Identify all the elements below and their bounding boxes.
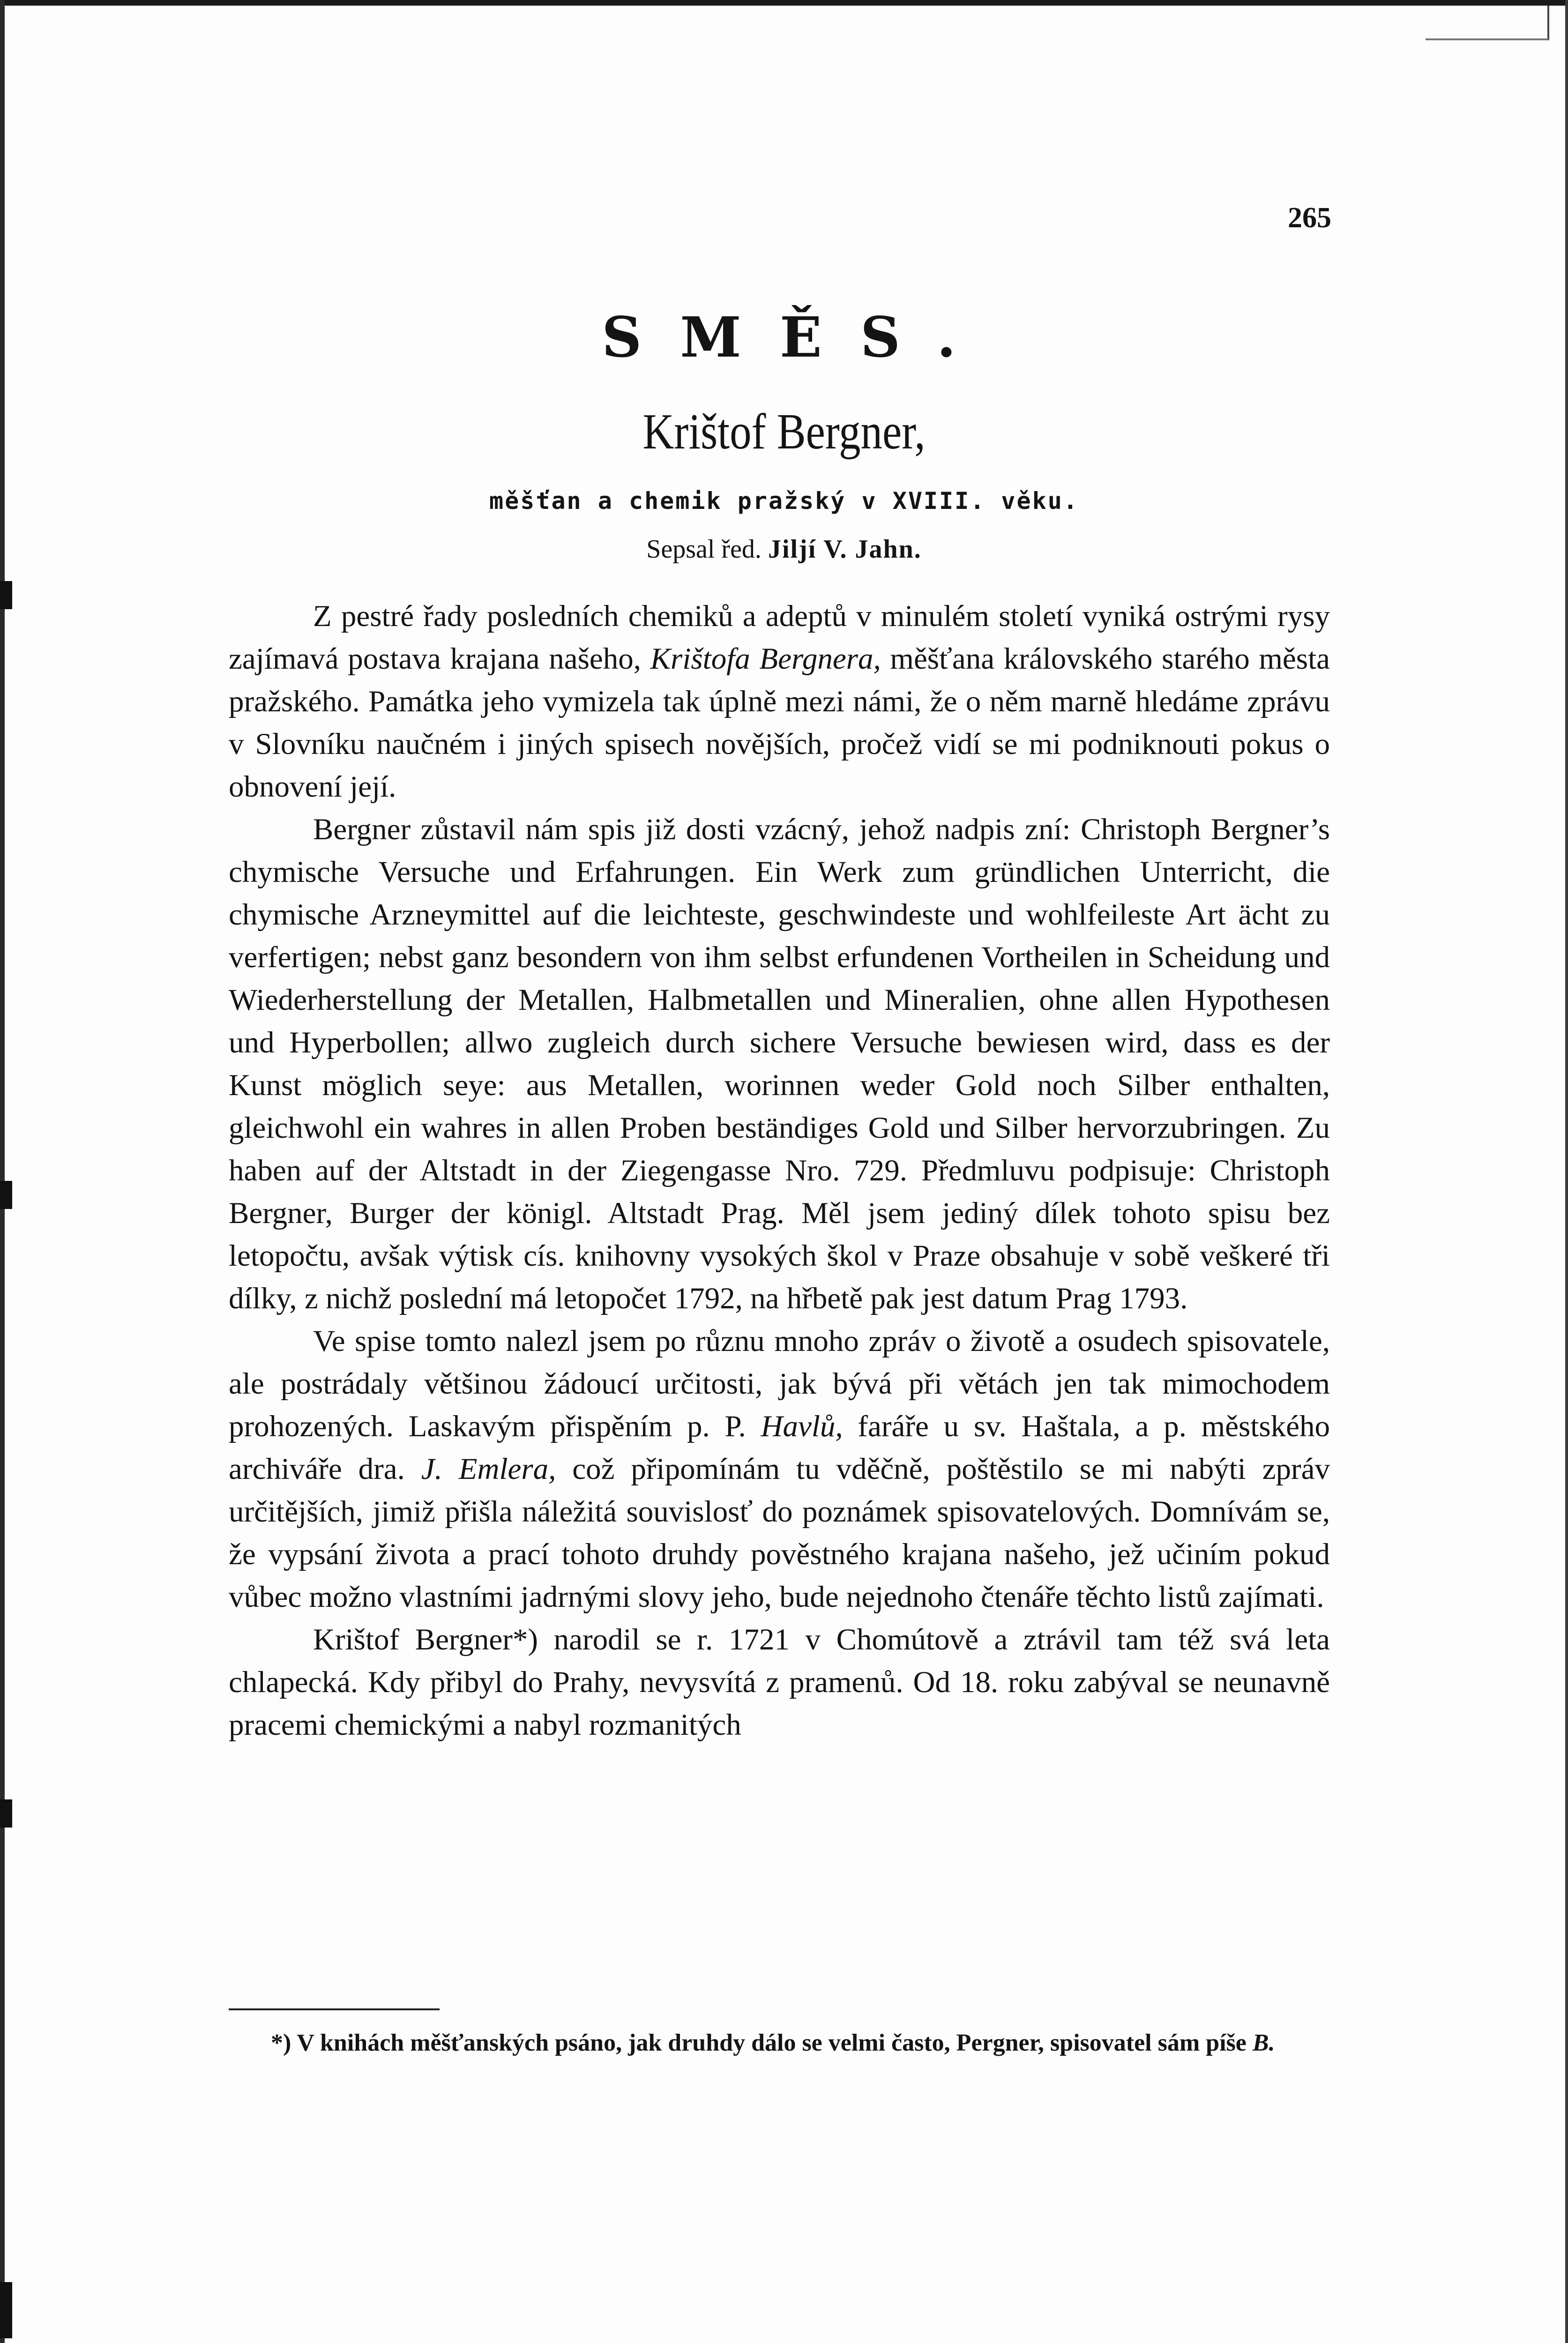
person-name: Krištofa Bergnera, [650, 642, 881, 676]
scan-edge-top [0, 0, 1568, 6]
page-number: 265 [1288, 202, 1331, 234]
scan-edge-mark [0, 581, 12, 609]
article-body [229, 595, 1330, 1746]
article-title: Krištof Bergner, [642, 404, 926, 460]
scan-edge-mark [0, 1799, 12, 1828]
scan-frame-corner [1426, 6, 1549, 40]
byline [0, 534, 1568, 564]
paragraph: Bergner zůstavil nám spis již dosti vzácný, jehož nadpis zní: Christoph Bergner’s chymische Versuche und Erfahrungen. Ein Werk zum gründlichen Unterricht, die chymische Arzneymittel auf die leichteste, geschwindeste und wohlfeileste Art ächt zu verfertigen; nebst ganz besondern von ihm selbst erfundenen Vortheilen in Scheidung und Wiederherstellung der Metallen, Halbmetallen und Mineralien, ohne allen Hypothesen und Hyperbollen; allwo zugleich durch sichere Versuche bewiesen wird, dass es der Kunst möglich seye: aus Metallen, worinnen weder Gold noch Silber enthalten, gleichwohl ein wahres in allen Proben beständiges Gold und Silber hervorzubringen. Zu haben auf der Altstadt in der Ziegengasse Nro. 729. Předmluvu podpisuje: Christoph Bergner, Burger der königl. Altstadt Prag. Měl jsem jediný dílek tohoto spisu bez letopočtu, avšak výtisk cís. knihovny vysokých škol v Praze obsahuje v sobě veškeré tři dílky, z nichž poslední má letopočet 1792, na hřbetě pak jest datum Prag 1793. [229, 813, 1330, 1315]
byline-author: Jiljí V. Jahn. [768, 535, 922, 564]
scan-edge-mark [0, 1181, 12, 1209]
person-name: Havlů, [761, 1410, 843, 1443]
paragraph: Krištof Bergner*) narodil se r. 1721 v Chomútově a ztrávil tam též svá leta chlapecká. Kdy přibyl do Prahy, nevysvítá z pramenů. Od 18. roku zabýval se neunavně pracemi chemickými a nabyl rozmanitých [229, 1623, 1330, 1742]
paragraph: Ve spise tomto nalezl jsem po různu mnoho zpráv o životě a osudech spisovatele, ale postrádaly většinou žádoucí určitosti, jak bývá při větách jen tak mimochodem prohozených. Laskavým přispěním p. P. Havlů, faráře u sv. Haštala, a p. městského archiváře dra. J. Emlera, což připomínám tu vděčně, poštěstilo se mi nabýti zpráv určitějších, jimiž přišla náležitá souvislosť do poznámek spisovatelových. Domnívám se, že vypsání života a prací tohoto druhdy pověstného krajana našeho, jež učiním pokud vůbec možno vlastními jadrnými slovy jeho, bude nejednoho čtenáře těchto listů zajímati. [229, 1324, 1330, 1614]
section-title: SMĚS. [602, 305, 994, 370]
footnote: *) V knihách měšťanských psáno, jak druhdy dálo se velmi často, Pergner, spisovatel sám píše B. [271, 2030, 1275, 2056]
paragraph: Z pestré řady posledních chemiků a adeptů v minulém století vyniká ostrými rysy zajímavá postava krajana našeho, Krištofa Bergnera, měšťana královského starého města pražského. Památka jeho vymizela tak úplně mezi námi, že o něm marně hledáme zprávu v Slovníku naučném i jiných spisech novějších, pročež vidí se mi podniknouti pokus o obnovení její. [229, 599, 1330, 804]
person-name: J. Emlera, [421, 1452, 556, 1486]
scan-edge-mark [0, 2282, 12, 2338]
article-subtitle: měšťan a chemik pražský v XVIII. věku. [489, 487, 1079, 515]
byline-prefix: Sepsal řed. [646, 535, 762, 564]
footnote-divider [229, 2008, 440, 2010]
